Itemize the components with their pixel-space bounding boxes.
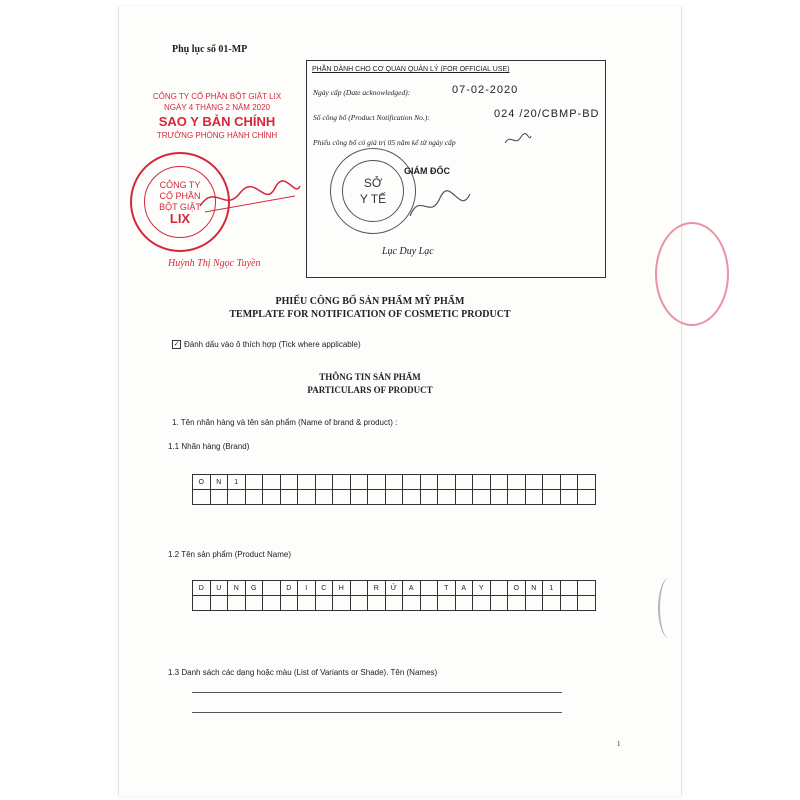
health-stamp-line: SỞ: [363, 176, 383, 190]
certified-signature-icon: [195, 178, 305, 218]
grid-cell: [560, 596, 578, 611]
certified-office: TRƯỞNG PHÒNG HÀNH CHÍNH: [156, 131, 278, 140]
grid-cell: [403, 490, 421, 505]
grid-cell: [280, 490, 298, 505]
edge-stamp-arc: [658, 578, 680, 638]
grid-cell: [455, 596, 473, 611]
grid-cell: [263, 475, 281, 490]
grid-cell: [245, 596, 263, 611]
certified-copy-title: SAO Y BẢN CHÍNH: [158, 114, 276, 129]
grid-cell: [333, 490, 351, 505]
grid-cell: [508, 490, 526, 505]
grid-cell: [350, 475, 368, 490]
date-acknowledged-value: 07-02-2020: [452, 84, 519, 96]
grid-cell: [438, 475, 456, 490]
certified-signer-name: Huỳnh Thị Ngọc Tuyền: [168, 258, 261, 269]
grid-cell: A: [403, 581, 421, 596]
grid-cell: [560, 490, 578, 505]
grid-cell: I: [298, 581, 316, 596]
grid-cell: [350, 596, 368, 611]
grid-cell: R: [368, 581, 386, 596]
grid-cell: A: [455, 581, 473, 596]
appendix-label: Phụ lục số 01-MP: [172, 44, 248, 55]
grid-cell: [438, 596, 456, 611]
date-acknowledged-label: Ngày cấp (Date acknowledged):: [313, 88, 411, 97]
grid-cell: [385, 475, 403, 490]
grid-cell: [420, 596, 438, 611]
grid-cell: [315, 490, 333, 505]
grid-cell: N: [210, 475, 228, 490]
grid-cell: [420, 581, 438, 596]
certified-date: NGÀY 4 THÁNG 2 NĂM 2020: [164, 103, 270, 112]
director-signature-icon: [405, 186, 475, 226]
tick-instruction-text: Đánh dấu vào ô thích hợp (Tick where applicable): [184, 340, 361, 349]
grid-cell: O: [508, 581, 526, 596]
item-1-label: 1. Tên nhãn hàng và tên sản phẩm (Name of brand & product) :: [172, 418, 398, 427]
grid-cell: O: [193, 475, 211, 490]
grid-cell: D: [280, 581, 298, 596]
grid-cell: 1: [543, 581, 561, 596]
grid-cell: [263, 490, 281, 505]
grid-cell: [228, 490, 246, 505]
grid-cell: U: [210, 581, 228, 596]
notification-number-label: Số công bố (Product Notification No.):: [313, 113, 430, 122]
grid-cell: [368, 490, 386, 505]
grid-cell: G: [245, 581, 263, 596]
product-name-grid: [192, 580, 596, 611]
grid-cell: [578, 581, 596, 596]
item-1-3-label: 1.3 Danh sách các dạng hoặc màu (List of Variants or Shade). Tên (Names): [168, 668, 438, 677]
grid-cell: [543, 475, 561, 490]
grid-cell: [578, 490, 596, 505]
grid-cell: [315, 475, 333, 490]
company-stamp-line: LIX: [169, 211, 191, 226]
grid-cell: [473, 596, 491, 611]
health-stamp-line: Y TẾ: [359, 192, 387, 206]
grid-cell: [210, 490, 228, 505]
health-department-stamp: [330, 148, 416, 234]
grid-cell: [525, 490, 543, 505]
grid-cell: [508, 475, 526, 490]
grid-cell: [263, 596, 281, 611]
grid-cell: 1: [228, 475, 246, 490]
validity-label: Phiếu công bố có giá trị 05 năm kể từ ngày cấp: [313, 138, 456, 147]
item-1-2-label: 1.2 Tên sản phẩm (Product Name): [168, 550, 292, 559]
grid-cell: T: [438, 581, 456, 596]
grid-cell: [333, 475, 351, 490]
grid-cell: N: [525, 581, 543, 596]
document-title-en: TEMPLATE FOR NOTIFICATION OF COSMETIC PRODUCT: [229, 309, 511, 320]
grid-cell: [193, 490, 211, 505]
item-1-1-label: 1.1 Nhãn hàng (Brand): [168, 442, 250, 451]
grid-cell: [403, 596, 421, 611]
grid-cell: [245, 475, 263, 490]
grid-cell: [298, 596, 316, 611]
tick-instruction: [172, 340, 361, 349]
section-title-vi: THÔNG TIN SẢN PHẨM: [319, 372, 421, 382]
grid-cell: [490, 490, 508, 505]
notification-number-value: 024 /20/CBMP-BD: [494, 108, 600, 120]
grid-cell: [298, 490, 316, 505]
grid-cell: Y: [473, 581, 491, 596]
official-signer-name: Lục Duy Lạc: [382, 246, 434, 257]
company-stamp-line: BỘT GIẶT: [159, 202, 201, 212]
grid-cell: [525, 596, 543, 611]
grid-cell: D: [193, 581, 211, 596]
grid-cell: [280, 475, 298, 490]
edge-stamp-mark: [655, 222, 729, 326]
grid-cell: C: [315, 581, 333, 596]
grid-cell: [368, 475, 386, 490]
grid-cell: H: [333, 581, 351, 596]
grid-cell: [333, 596, 351, 611]
grid-cell: Ử: [385, 581, 403, 596]
brand-grid: [192, 474, 596, 505]
grid-cell: [263, 581, 281, 596]
grid-cell: [385, 490, 403, 505]
grid-cell: [473, 475, 491, 490]
grid-cell: N: [228, 581, 246, 596]
grid-cell: [578, 475, 596, 490]
grid-cell: [490, 596, 508, 611]
grid-cell: [298, 475, 316, 490]
variants-line: [192, 692, 562, 693]
grid-cell: [490, 581, 508, 596]
grid-cell: [438, 490, 456, 505]
grid-cell: [245, 490, 263, 505]
grid-cell: [350, 490, 368, 505]
grid-cell: [420, 475, 438, 490]
grid-cell: [525, 475, 543, 490]
grid-cell: [350, 581, 368, 596]
grid-cell: [543, 596, 561, 611]
official-use-title: PHẦN DÀNH CHO CƠ QUAN QUẢN LÝ (FOR OFFICIAL USE): [312, 66, 510, 73]
director-label: GIÁM ĐỐC: [404, 166, 450, 176]
grid-cell: [315, 596, 333, 611]
grid-cell: [490, 475, 508, 490]
grid-cell: [455, 475, 473, 490]
company-stamp-line: CỔ PHẦN: [159, 191, 201, 201]
company-stamp-line: CÔNG TY: [159, 180, 201, 190]
grid-cell: [228, 596, 246, 611]
grid-cell: [508, 596, 526, 611]
grid-cell: [210, 596, 228, 611]
grid-cell: [420, 490, 438, 505]
certified-company-name: CÔNG TY CỔ PHẦN BỘT GIẶT LIX: [152, 92, 282, 101]
grid-cell: [193, 596, 211, 611]
page-number: 1: [617, 740, 621, 748]
grid-cell: [385, 596, 403, 611]
grid-cell: [473, 490, 491, 505]
grid-cell: [368, 596, 386, 611]
checkbox-icon: ✓: [173, 341, 180, 349]
grid-cell: [280, 596, 298, 611]
grid-cell: [560, 475, 578, 490]
initial-signature-icon: [503, 133, 533, 147]
document-title-vi: PHIẾU CÔNG BỐ SẢN PHẨM MỸ PHẨM: [275, 296, 465, 307]
grid-cell: [560, 581, 578, 596]
variants-line: [192, 712, 562, 713]
grid-cell: [543, 490, 561, 505]
section-title-en: PARTICULARS OF PRODUCT: [307, 385, 433, 395]
grid-cell: [578, 596, 596, 611]
grid-cell: [455, 490, 473, 505]
grid-cell: [403, 475, 421, 490]
